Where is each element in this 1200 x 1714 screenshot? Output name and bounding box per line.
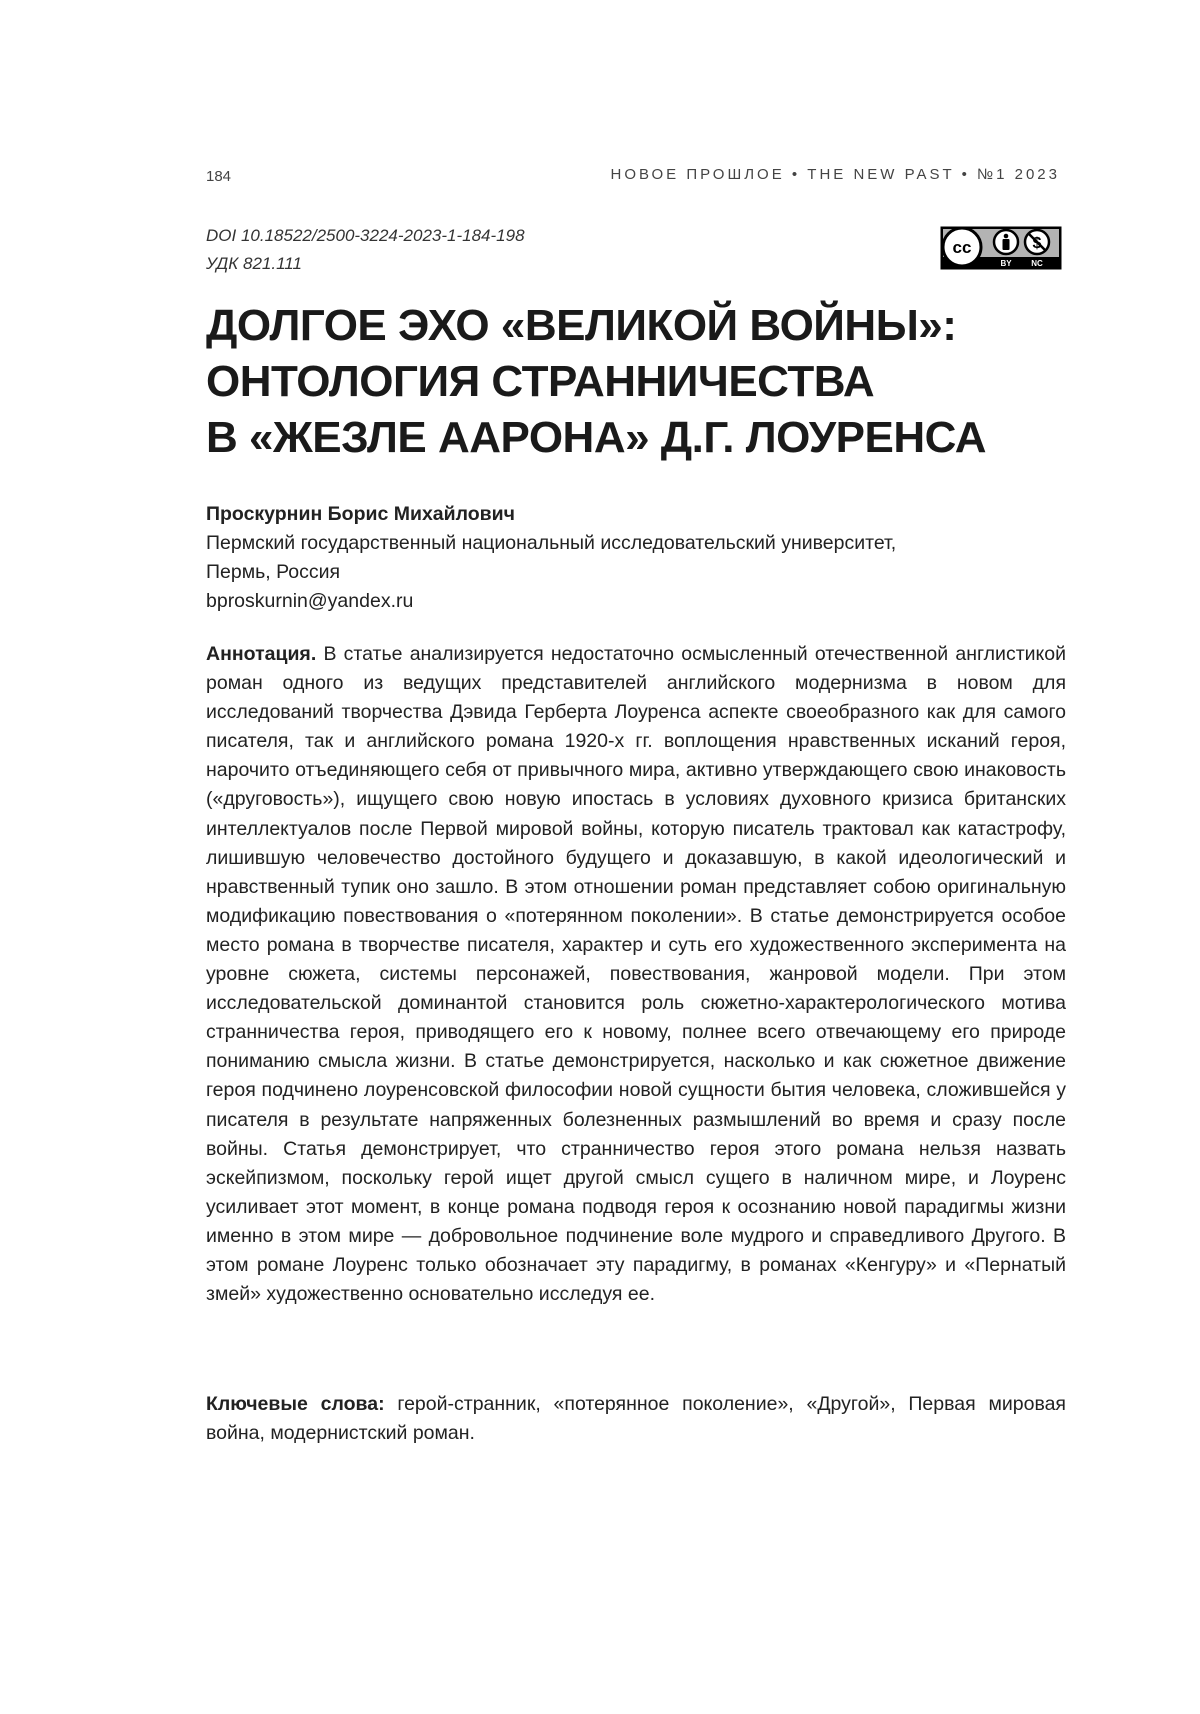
by-label: BY (1000, 259, 1012, 268)
author-affiliation: Пермский государственный национальный исследовательский университет, (206, 529, 1066, 558)
article-identifiers (206, 222, 525, 278)
udk-code: УДК 821.111 (206, 250, 525, 278)
keywords-label: Ключевые слова: (206, 1393, 385, 1415)
article-title (206, 298, 1086, 466)
creative-commons-by-nc-icon[interactable] (940, 226, 1062, 270)
doi[interactable]: DOI 10.18522/2500-3224-2023-1-184-198 (206, 222, 525, 250)
page-number: 184 (206, 168, 231, 185)
author-email[interactable]: bproskurnin@yandex.ru (206, 587, 1066, 616)
abstract (206, 640, 1066, 1309)
author-location: Пермь, Россия (206, 558, 1066, 587)
author-block (206, 500, 1066, 616)
running-head: НОВОЕ ПРОШЛОЕ • THE NEW PAST • №1 2023 (610, 166, 1060, 183)
title-line-1: ДОЛГОЕ ЭХО «ВЕЛИКОЙ ВОЙНЫ»: (206, 298, 1086, 354)
keywords (206, 1390, 1066, 1448)
abstract-text: В статье анализируется недостаточно осмысленный отечественной англистикой роман одного из ведущих представителей английского модернизма в новом для исследований творчества Дэвида Герберта Лоуренса аспекте своео­бразного как для самого писателя, так и английского романа 1920-х гг. воплощения нравственных исканий героя, нарочито отъединяющего себя от привычного мира, активно утверждающего свою инаковость («друговость»), ищущего свою новую ипостась в условиях духовного кризиса британских интеллектуалов после Первой мировой войны, которую писатель трактовал как катастрофу, лишившую челове­чество достойного будущего и доказавшую, в какой идеологический и нравственный тупик оно зашло. В этом отношении роман представляет собою оригинальную мо­дификацию повествования о «потерянном поколении». В статье демонстрируется особое место романа в творчестве писателя, характер и суть его художественного эксперимента на уровне сюжета, системы персонажей, повествования, жанровой модели. При этом исследовательской доминантой становится роль сюжетно-харак­терологического мотива странничества героя, приводящего его к новому, полнее всего отвечающему его природе пониманию смысла жизни. В статье демонстри­руется, насколько и как сюжетное движение героя подчинено лоуренсовской философии новой сущности бытия человека, сложившейся у писателя в результате напряженных болезненных размышлений во время и сразу после войны. Статья де­монстрирует, что странничество героя этого романа нельзя назвать эскейпизмом, поскольку герой ищет другой смысл сущего в наличном мире, и Лоуренс усиливает этот момент, в конце романа подводя героя к осознанию новой парадигмы жизни именно в этом мире — добровольное подчинение воле мудрого и справедливого Другого. В этом романе Лоуренс только обозначает эту парадигму, в романах «Кен­гуру» и «Пернатый змей» художественно основательно исследуя ее. (206, 643, 1066, 1305)
title-line-2: ОНТОЛОГИЯ СТРАННИЧЕСТВА (206, 354, 1086, 410)
author-name: Проскурнин Борис Михайлович (206, 500, 1066, 529)
keywords-text: герой-странник, «потерянное поколение», «Другой», Первая миро­вая война, модернистский роман. (206, 1393, 1066, 1444)
cc-text: cc (953, 238, 972, 257)
abstract-label: Аннотация. (206, 643, 316, 665)
nc-label: NC (1031, 259, 1043, 268)
title-line-3: В «ЖЕЗЛЕ ААРОНА» Д.Г. ЛОУРЕНСА (206, 410, 1086, 466)
